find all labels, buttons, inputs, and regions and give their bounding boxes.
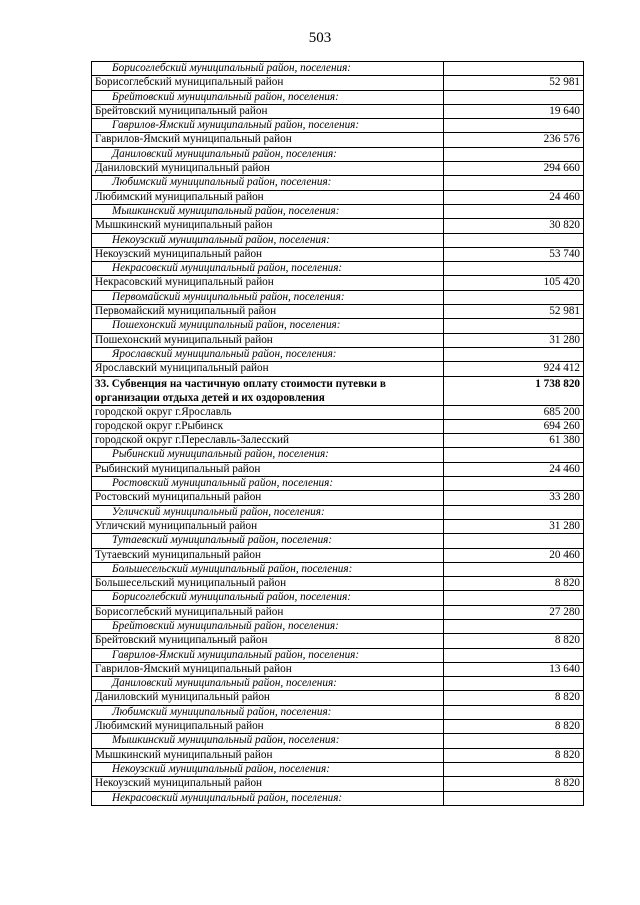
row-name: Мышкинский муниципальный район, поселения: <box>92 734 444 748</box>
row-name: Ростовский муниципальный район, поселения: <box>92 477 444 491</box>
table-row <box>92 605 584 619</box>
section-subheader-row <box>92 119 584 133</box>
row-name: Гаврилов-Ямский муниципальный район, поселения: <box>92 648 444 662</box>
row-value: 924 412 <box>444 362 584 376</box>
row-name: Гаврилов-Ямский муниципальный район <box>92 662 444 676</box>
row-value <box>444 791 584 805</box>
row-name: Тутаевский муниципальный район, поселения: <box>92 534 444 548</box>
row-value: 8 820 <box>444 634 584 648</box>
row-value <box>444 505 584 519</box>
row-value: 31 280 <box>444 333 584 347</box>
row-value <box>444 591 584 605</box>
row-value <box>444 677 584 691</box>
row-name: Любимский муниципальный район <box>92 720 444 734</box>
row-value: 52 981 <box>444 76 584 90</box>
table-row <box>92 76 584 90</box>
section-subheader-row <box>92 677 584 691</box>
row-name: Угличский муниципальный район, поселения: <box>92 505 444 519</box>
row-value: 8 820 <box>444 777 584 791</box>
row-value <box>444 62 584 76</box>
row-value: 13 640 <box>444 662 584 676</box>
row-value: 685 200 <box>444 405 584 419</box>
table-row <box>92 405 584 419</box>
section-subheader-row <box>92 62 584 76</box>
row-name: городской округ г.Ярославль <box>92 405 444 419</box>
section-subheader-row <box>92 762 584 776</box>
row-name: Некоузский муниципальный район, поселения: <box>92 233 444 247</box>
row-value <box>444 477 584 491</box>
row-value: 24 460 <box>444 190 584 204</box>
row-value: 30 820 <box>444 219 584 233</box>
row-name: Борисоглебский муниципальный район, поселения: <box>92 591 444 605</box>
row-value <box>444 233 584 247</box>
row-value <box>444 204 584 218</box>
table-row <box>92 519 584 533</box>
table-row <box>92 662 584 676</box>
row-name: Любимский муниципальный район, поселения: <box>92 176 444 190</box>
row-name: Брейтовский муниципальный район <box>92 634 444 648</box>
table-row <box>92 462 584 476</box>
row-name: Брейтовский муниципальный район, поселения: <box>92 619 444 633</box>
row-name: Даниловский муниципальный район, поселения: <box>92 147 444 161</box>
row-value: 31 280 <box>444 519 584 533</box>
section-subheader-row <box>92 619 584 633</box>
row-name: Мышкинский муниципальный район, поселения: <box>92 204 444 218</box>
row-name: Тутаевский муниципальный район <box>92 548 444 562</box>
row-value: 236 576 <box>444 133 584 147</box>
row-value <box>444 347 584 361</box>
table-row <box>92 162 584 176</box>
section-subheader-row <box>92 534 584 548</box>
row-name: городской округ г.Переславль-Залесский <box>92 434 444 448</box>
row-value <box>444 619 584 633</box>
table-row <box>92 190 584 204</box>
row-name: Некрасовский муниципальный район, поселения: <box>92 791 444 805</box>
row-name: Рыбинский муниципальный район <box>92 462 444 476</box>
section-subheader-row <box>92 705 584 719</box>
table-row <box>92 247 584 261</box>
table-row <box>92 548 584 562</box>
row-name: Некоузский муниципальный район <box>92 777 444 791</box>
row-name: Даниловский муниципальный район <box>92 162 444 176</box>
row-value <box>444 648 584 662</box>
row-name: Борисоглебский муниципальный район <box>92 76 444 90</box>
row-value <box>444 562 584 576</box>
table-row <box>92 305 584 319</box>
table-row <box>92 748 584 762</box>
row-name: Пошехонский муниципальный район, поселения: <box>92 319 444 333</box>
table-row <box>92 133 584 147</box>
row-name: Мышкинский муниципальный район <box>92 219 444 233</box>
row-value: 8 820 <box>444 720 584 734</box>
row-name: Рыбинский муниципальный район, поселения: <box>92 448 444 462</box>
section-subheader-row <box>92 90 584 104</box>
table-row <box>92 104 584 118</box>
row-name: Брейтовский муниципальный район, поселения: <box>92 90 444 104</box>
section-subheader-row <box>92 648 584 662</box>
row-name: Некрасовский муниципальный район, поселения: <box>92 262 444 276</box>
row-name: Любимский муниципальный район <box>92 190 444 204</box>
row-name: Некоузский муниципальный район <box>92 247 444 261</box>
row-value: 8 820 <box>444 691 584 705</box>
row-name: Большесельский муниципальный район, поселения: <box>92 562 444 576</box>
row-name: Некоузский муниципальный район, поселения: <box>92 762 444 776</box>
row-value: 1 738 820 <box>444 376 584 405</box>
row-name: Борисоглебский муниципальный район <box>92 605 444 619</box>
row-name: Борисоглебский муниципальный район, поселения: <box>92 62 444 76</box>
section-subheader-row <box>92 347 584 361</box>
row-name: Мышкинский муниципальный район <box>92 748 444 762</box>
section-subheader-row <box>92 262 584 276</box>
section-subheader-row <box>92 734 584 748</box>
row-value <box>444 448 584 462</box>
row-name: Ростовский муниципальный район <box>92 491 444 505</box>
section-subheader-row <box>92 477 584 491</box>
row-value: 33 280 <box>444 491 584 505</box>
row-value: 294 660 <box>444 162 584 176</box>
budget-table <box>91 61 584 806</box>
section-subheader-row <box>92 290 584 304</box>
row-value <box>444 734 584 748</box>
row-value <box>444 319 584 333</box>
table-row <box>92 691 584 705</box>
section-header-row <box>92 376 584 405</box>
section-subheader-row <box>92 562 584 576</box>
section-subheader-row <box>92 505 584 519</box>
table-row <box>92 491 584 505</box>
row-value <box>444 534 584 548</box>
row-value <box>444 705 584 719</box>
table-row <box>92 419 584 433</box>
row-name: Гаврилов-Ямский муниципальный район, поселения: <box>92 119 444 133</box>
section-subheader-row <box>92 204 584 218</box>
row-value <box>444 762 584 776</box>
row-name: Ярославский муниципальный район <box>92 362 444 376</box>
row-name: Некрасовский муниципальный район <box>92 276 444 290</box>
section-subheader-row <box>92 176 584 190</box>
table-body <box>92 62 584 806</box>
table-row <box>92 577 584 591</box>
row-value: 8 820 <box>444 577 584 591</box>
row-name: Пошехонский муниципальный район <box>92 333 444 347</box>
section-subheader-row <box>92 448 584 462</box>
table-row <box>92 777 584 791</box>
row-name: Большесельский муниципальный район <box>92 577 444 591</box>
row-value <box>444 262 584 276</box>
row-value <box>444 90 584 104</box>
row-value <box>444 290 584 304</box>
row-value: 52 981 <box>444 305 584 319</box>
section-subheader-row <box>92 591 584 605</box>
table-row <box>92 362 584 376</box>
row-value <box>444 176 584 190</box>
row-name: Брейтовский муниципальный район <box>92 104 444 118</box>
row-value: 105 420 <box>444 276 584 290</box>
section-subheader-row <box>92 233 584 247</box>
row-name: городской округ г.Рыбинск <box>92 419 444 433</box>
row-value <box>444 119 584 133</box>
row-value: 20 460 <box>444 548 584 562</box>
row-name: Даниловский муниципальный район, поселения: <box>92 677 444 691</box>
section-subheader-row <box>92 319 584 333</box>
row-value: 61 380 <box>444 434 584 448</box>
table-row <box>92 276 584 290</box>
row-name: 33. Субвенция на частичную оплату стоимости путевки в организации отдыха детей и их оздоровления <box>92 376 444 405</box>
table-row <box>92 333 584 347</box>
page-number: 503 <box>308 30 332 46</box>
row-name: Даниловский муниципальный район <box>92 691 444 705</box>
row-name: Гаврилов-Ямский муниципальный район <box>92 133 444 147</box>
section-subheader-row <box>92 791 584 805</box>
row-value: 24 460 <box>444 462 584 476</box>
row-name: Первомайский муниципальный район, поселения: <box>92 290 444 304</box>
table-row <box>92 219 584 233</box>
row-value: 8 820 <box>444 748 584 762</box>
row-value: 27 280 <box>444 605 584 619</box>
row-value: 19 640 <box>444 104 584 118</box>
row-name: Первомайский муниципальный район <box>92 305 444 319</box>
row-value <box>444 147 584 161</box>
table-row <box>92 720 584 734</box>
section-subheader-row <box>92 147 584 161</box>
table-row <box>92 434 584 448</box>
row-name: Ярославский муниципальный район, поселения: <box>92 347 444 361</box>
row-value: 53 740 <box>444 247 584 261</box>
row-name: Любимский муниципальный район, поселения: <box>92 705 444 719</box>
row-name: Угличский муниципальный район <box>92 519 444 533</box>
row-value: 694 260 <box>444 419 584 433</box>
table-row <box>92 634 584 648</box>
